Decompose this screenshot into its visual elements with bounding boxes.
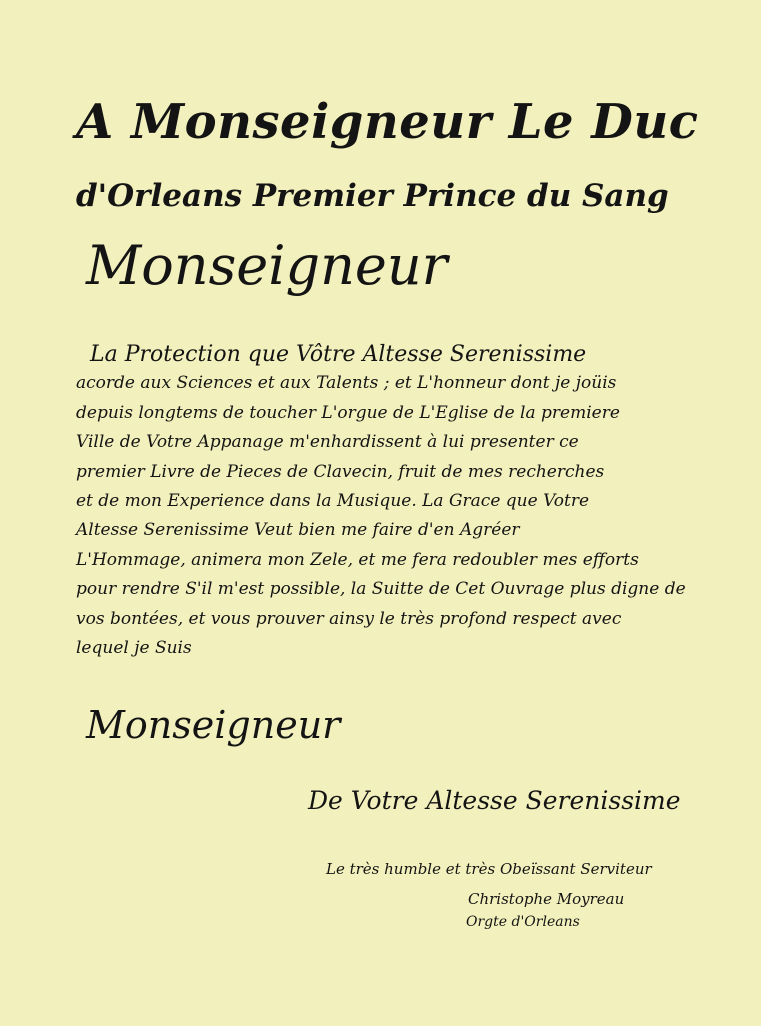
signer-name: Christophe Moyreau <box>468 890 625 908</box>
dedication-subtitle: d'Orleans Premier Prince du Sang <box>76 178 669 214</box>
body-line: pour rendre S'il m'est possible, la Suitte de Cet Ouvrage plus digne de <box>76 579 686 600</box>
body-line: La Protection que Vôtre Altesse Serenissime <box>90 342 587 367</box>
body-line: et de mon Experience dans la Musique. La Grace que Votre <box>76 490 590 511</box>
closing-salutation: Monseigneur <box>86 703 341 747</box>
dedication-body <box>76 340 706 663</box>
body-line: Ville de Votre Appanage m'enhardissent à lui presenter ce <box>76 432 579 453</box>
body-line: depuis longtems de toucher L'orgue de L'Eglise de la premiere <box>76 402 620 423</box>
body-line: premier Livre de Pieces de Clavecin, fruit de mes recherches <box>76 461 605 482</box>
body-line: vos bontées, et vous prouver ainsy le très profond respect avec <box>76 608 622 629</box>
signer-position: Orgte d'Orleans <box>466 914 580 930</box>
servant-line: Le très humble et très Obeïssant Serviteur <box>326 860 652 878</box>
opening-salutation: Monseigneur <box>86 234 448 297</box>
closing-altesse: De Votre Altesse Serenissime <box>308 786 681 815</box>
body-line: Altesse Serenissime Veut bien me faire d'en Agréer <box>76 520 520 541</box>
body-line: lequel je Suis <box>76 637 192 658</box>
body-line: acorde aux Sciences et aux Talents ; et L'honneur dont je joüis <box>76 373 617 394</box>
body-line: L'Hommage, animera mon Zele, et me fera redoubler mes efforts <box>76 549 639 570</box>
dedication-title: A Monseigneur Le Duc <box>76 94 699 150</box>
